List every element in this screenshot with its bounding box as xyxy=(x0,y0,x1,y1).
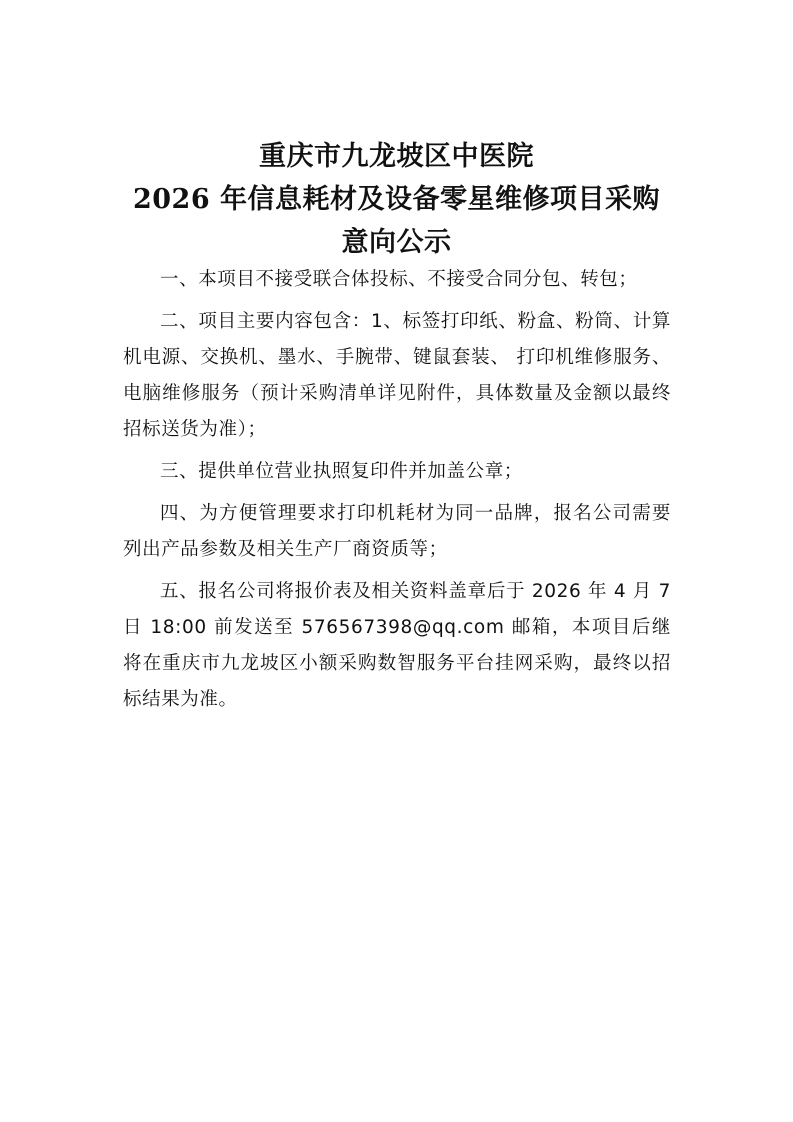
document-title xyxy=(100,135,693,264)
title-line-project: 2026 年信息耗材及设备零星维修项目采购 xyxy=(132,184,661,215)
document-body xyxy=(123,262,678,718)
paragraph-3-business-license: 三、提供单位营业执照复印件并加盖公章； xyxy=(160,461,523,483)
paragraph-1-no-consortium: 一、本项目不接受联合体投标、不接受合同分包、转包； xyxy=(160,269,638,290)
title-line-notice: 意向公示 xyxy=(341,227,452,258)
title-line-hospital: 重庆市九龙坡区中医院 xyxy=(259,141,534,172)
paragraph-2-main-content: 二、项目主要内容包含：1、标签打印纸、粉盒、粉筒、计算机电源、交换机、墨水、手腕带、键鼠套装、 打印机维修服务、电脑维修服务（预计采购清单详见附件，具体数量及金额以最终招标送货为准）； xyxy=(123,310,671,441)
paragraph-4-same-brand: 四、为方便管理要求打印机耗材为同一品牌，报名公司需要列出产品参数及相关生产厂商资质等； xyxy=(123,502,671,560)
paragraph-5-submission: 五、报名公司将报价表及相关资料盖章后于 2026 年 4 月 7 日 18:00 前发送至 576567398@qq.com 邮箱，本项目后继将在重庆市九龙坡区小额采购数智服务平台挂网采购，最终以招标结果为准。 xyxy=(123,580,678,711)
